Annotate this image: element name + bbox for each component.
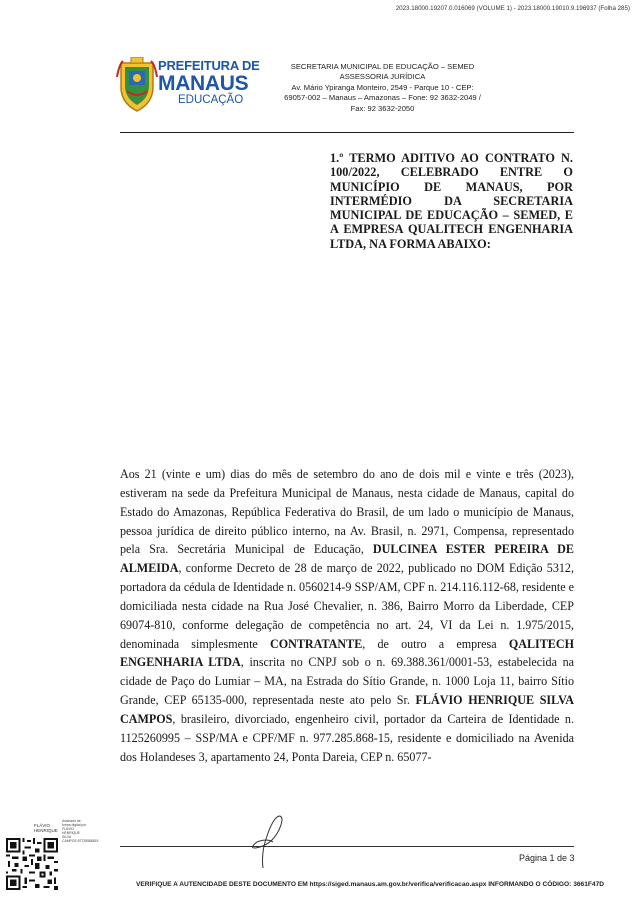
body-part-5: , brasileiro, divorciado, engenheiro civil, portador da Carteira de Identidade n. 1125260995 – SSP/MA e CPF/MF n. 977.285.868-15, residente e domiciliado na Avenida dos Holandeses 3, apartamento 24, Ponta Dareia, CEP n. 65077- — [120, 711, 574, 764]
company-name: QALITECH ENGENHARIA LTDA — [120, 636, 574, 670]
protocol-stamp: 2023.18000.19207.0.016069 (VOLUME 1) - 2023.18000.19010.9.196937 (Folha 285) — [395, 5, 630, 12]
body-part-1: Aos 21 (vinte e um) dias do mês de setembro do ano de dois mil e vinte e três (2023), estiveram na sede da Prefeitura Municipal de Manaus, nesta cidade de Manaus, capital do Estado do Amazonas, República Federativa do Brasil, de um lado o município de Manaus, pessoa jurídica de direito público interno, na Av. Brasil, n. 2971, Compensa, representado pela Sra. Secretária Municipal de Educação, — [120, 467, 574, 557]
logo-line-1: PREFEITURA DE — [158, 58, 260, 73]
header-line-4: 69057-002 – Manaus – Amazonas – Fone: 92 3632-2049 / — [284, 93, 481, 103]
document-title: 1.º TERMO ADITIVO AO CONTRATO N. 100/2022, CELEBRADO ENTRE O MUNICÍPIO DE MANAUS, POR INTERMÉDIO DA SECRETARIA MUNICIPAL DE EDUCAÇÃO – SEMED, E A EMPRESA QUALITECH ENGENHARIA LTDA, NA FORMA ABAIXO: — [330, 151, 573, 251]
header-line-5: Fax: 92 3632-2050 — [350, 103, 415, 113]
body-part-2: , conforme Decreto de 28 de março de 2022, publicado no DOM Edição 5312, portadora da cédula de Identidade n. 0560214-9 SSP/AM, CPF n. 214.116.112-68, residente e domiciliada nesta cidade na Rua José Chevalier, n. 386, Bairro Morro da Liberdade, CEP 69074-810, conforme delegação de competência no art. 24, VI da Lei n. 1.975/2015, denominada simplesmente — [120, 561, 574, 651]
footer-divider — [120, 846, 574, 847]
logo-line-3: EDUCAÇÃO — [178, 94, 244, 106]
page-number: Página 1 de 3 — [519, 853, 575, 863]
prefeitura-logo — [158, 59, 260, 107]
header-line-2: ASSESSORIA JURÍDICA — [339, 72, 426, 82]
header-divider — [120, 132, 574, 133]
header-line-3: Av. Mário Ypiranga Monteiro, 2549 - Parque 10 - CEP: — [291, 82, 474, 92]
logo-line-2: MANAUS — [158, 72, 249, 95]
signer-name — [34, 823, 58, 833]
signer-name-line-2: HENRIQUE — [34, 828, 58, 833]
header-line-1: SECRETARIA MUNICIPAL DE EDUCAÇÃO – SEMED — [290, 62, 475, 71]
body-part-4: , inscrita no CNPJ sob o n. 69.388.361/0001-53, estabelecida na cidade de Paço do Lumiar – MA, na Estrada do Sítio Grande, n. 1000 Loja 11, bairro Sítio Grande, CEP 65135-000, representada neste ato pelo Sr. — [120, 655, 574, 708]
qr-code-icon — [6, 838, 58, 890]
contract-body — [120, 465, 574, 767]
handwritten-signature-icon — [243, 812, 293, 870]
verification-notice: VERIFIQUE A AUTENCIDADE DESTE DOCUMENTO EM https://siged.manaus.am.gov.br/verifica/verificacao.aspx INFORMANDO O CÓDIGO: 3661F47D — [136, 881, 605, 888]
body-part-3: , de outro a empresa — [362, 636, 509, 651]
header-address — [270, 62, 495, 114]
manaus-coat-of-arms-icon — [115, 57, 159, 115]
representative-name: FLÁVIO HENRIQUE SILVA CAMPOS — [120, 693, 574, 726]
digital-signature-note: Assinado de forma digital por FLÁVIO HENRIQUE SILVA CAMPOS:97728586815 — [62, 819, 99, 843]
signer-name-line-1: FLÁVIO — [34, 823, 51, 828]
contratante-label: CONTRATANTE — [269, 636, 363, 651]
secretary-name: DULCINEA ESTER PEREIRA DE ALMEIDA — [120, 542, 574, 576]
